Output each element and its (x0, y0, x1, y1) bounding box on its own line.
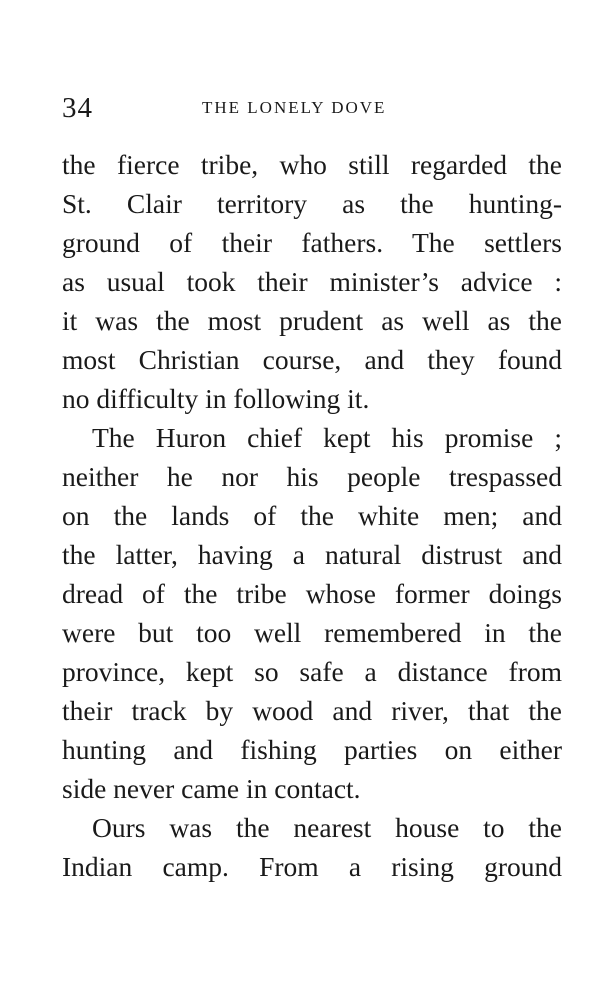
text-line: Indian camp. From a rising ground (62, 851, 562, 882)
text-line: on the lands of the white men; and (62, 500, 562, 531)
text-line: side never came in contact. (62, 773, 361, 804)
text-line: it was the most prudent as well as the (62, 305, 562, 336)
running-head (62, 88, 562, 128)
text-line: the fierce tribe, who still regarded the (62, 149, 562, 180)
text-line: their track by wood and river, that the (62, 695, 562, 726)
text-line: were but too well remembered in the (62, 617, 562, 648)
text-line: most Christian course, and they found (62, 344, 562, 375)
page-number: 34 (62, 92, 93, 124)
text-line: dread of the tribe whose former doings (62, 578, 562, 609)
text-line: hunting and fishing parties on either (62, 734, 562, 765)
body-text (62, 145, 562, 886)
text-line: no difficulty in following it. (62, 383, 370, 414)
text-line: the latter, having a natural distrust and (62, 539, 562, 570)
text-line: The Huron chief kept his promise ; (92, 422, 562, 453)
running-title: THE LONELY DOVE (202, 98, 387, 117)
text-line: province, kept so safe a distance from (62, 656, 562, 687)
text-line: ground of their fathers. The settlers (62, 227, 562, 258)
text-line: as usual took their minister’s advice : (62, 266, 562, 297)
text-line: Ours was the nearest house to the (92, 812, 562, 843)
text-line: neither he nor his people trespassed (62, 461, 562, 492)
text-line: St. Clair territory as the hunting- (62, 188, 562, 219)
